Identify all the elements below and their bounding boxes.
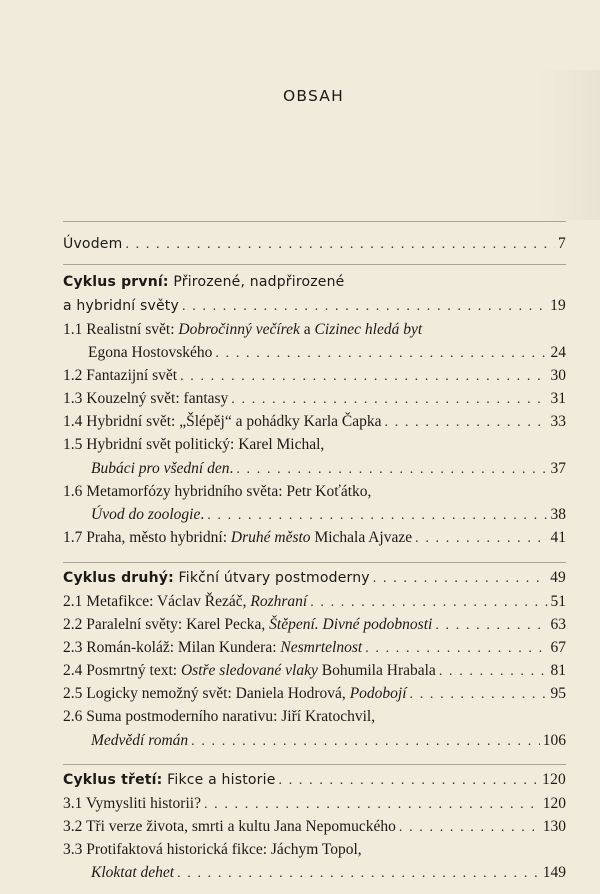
toc-entry-2-1[interactable] [63, 590, 566, 614]
entry-work-title: Úvod do zoologie [91, 506, 201, 523]
entry-number: 2.1 [63, 593, 83, 610]
page-number: 30 [550, 367, 566, 384]
entry-text: Protifaktová historická fikce: Jáchym Topol, [86, 841, 362, 858]
leader-dots [215, 342, 547, 366]
cycle1-heading-cont[interactable] [63, 294, 566, 318]
page-number: 49 [550, 569, 566, 586]
entry-text: Posmrtný text: [86, 662, 181, 679]
cycle2-heading[interactable] [63, 566, 566, 590]
leader-dots [373, 567, 547, 591]
leader-dots [439, 660, 548, 684]
leader-dots [125, 233, 555, 257]
entry-text: Fantazijní svět [86, 367, 178, 384]
section-divider [63, 562, 566, 563]
toc-entry-2-4[interactable] [63, 659, 566, 683]
toc-entry-1-5[interactable] [63, 433, 566, 457]
entry-text: Román-koláž: Milan Kundera: [86, 639, 281, 656]
entry-number: 2.5 [63, 685, 83, 702]
entry-text: Logicky nemožný svět: Daniela Hodrová, [86, 685, 350, 702]
toc-entry-1-1-cont[interactable] [88, 341, 566, 365]
page-number: 33 [550, 413, 566, 430]
page-number: 106 [542, 732, 566, 749]
cycle-title: Přirozené, nadpřirozené [168, 274, 345, 290]
toc-entry-1-6[interactable] [63, 480, 566, 504]
toc-entry-3-3-cont[interactable] [91, 861, 566, 885]
cycle-label: Cyklus druhý: [63, 570, 174, 586]
leader-dots [177, 862, 540, 886]
page-number: 120 [542, 771, 566, 788]
entry-work-title: Nesmrtelnost [280, 639, 363, 656]
entry-work-title: Podobojí [349, 685, 407, 702]
cycle-label: Cyklus třetí: [63, 772, 163, 788]
page-number: 51 [550, 593, 566, 610]
entry-work-title: Dobročinný večírek [178, 321, 300, 338]
entry-number: 1.5 [63, 436, 83, 453]
toc-entry-1-4[interactable] [63, 410, 566, 434]
toc-entry-2-5[interactable] [63, 682, 566, 706]
page-number: 37 [550, 460, 566, 477]
toc-entry-1-3[interactable] [63, 387, 566, 411]
entry-work-title: Bubáci pro všední den [91, 460, 230, 477]
leader-dots [365, 637, 547, 661]
leader-dots [435, 614, 547, 638]
section-divider [63, 221, 566, 222]
entry-text: Tři verze života, smrti a kultu Jana Nepomuckého [85, 818, 396, 835]
entry-text: Michala Ajvaze [310, 529, 413, 546]
cycle-title: Fikce a historie [162, 772, 276, 788]
entry-text: Egona Hostovského [88, 344, 213, 361]
toc-entry-1-7[interactable] [63, 526, 566, 550]
page-number: 81 [550, 662, 566, 679]
page-number: 19 [550, 297, 566, 314]
page-number: 31 [550, 390, 566, 407]
toc-entry-3-3[interactable] [63, 838, 566, 862]
toc-entry-2-3[interactable] [63, 636, 566, 660]
entry-work-title: Medvědí román [91, 732, 189, 749]
page-number: 7 [558, 235, 566, 252]
cycle3-heading[interactable] [63, 768, 566, 792]
cycle1-heading[interactable] [63, 270, 566, 294]
leader-dots [385, 411, 548, 435]
entry-number: 1.3 [63, 390, 83, 407]
entry-number: 1.7 [63, 529, 83, 546]
leader-dots [399, 816, 540, 840]
toc-entry-2-6[interactable] [63, 705, 566, 729]
entry-number: 2.3 [63, 639, 83, 656]
page-number: 38 [550, 506, 566, 523]
page-number: 95 [550, 685, 566, 702]
entry-text: a [299, 321, 315, 338]
toc-entry-3-2[interactable] [63, 815, 566, 839]
page-number: 67 [550, 639, 566, 656]
entry-text: Praha, město hybridní: [86, 529, 231, 546]
leader-dots [415, 527, 547, 551]
entry-text: Realistní svět: [86, 321, 179, 338]
entry-number: 1.2 [63, 367, 83, 384]
leader-dots [207, 504, 547, 528]
entry-text: Paralelní světy: Karel Pecka, [86, 616, 270, 633]
section-divider [63, 764, 566, 765]
entry-work-title: Druhé město [230, 529, 311, 546]
page-number: 130 [542, 818, 566, 835]
entry-work-title: Ostře sledované vlaky [180, 662, 318, 679]
entry-work-title: Rozhraní [250, 593, 308, 610]
page-number: 149 [542, 864, 566, 881]
toc-entry-1-5-cont[interactable] [91, 457, 566, 481]
leader-dots [204, 793, 540, 817]
entry-number: 2.2 [63, 616, 83, 633]
page-number: 24 [550, 344, 566, 361]
leader-dots [236, 458, 547, 482]
entry-text: Metamorfózy hybridního světa: Petr Koťátko, [86, 483, 372, 500]
toc-entry-2-6-cont[interactable] [91, 729, 566, 753]
entry-number: 3.2 [63, 818, 83, 835]
entry-work-title: Cizinec hledá byt [314, 321, 423, 338]
section-divider [63, 264, 566, 265]
toc-entry-1-1[interactable] [63, 318, 566, 342]
leader-dots [180, 365, 547, 389]
entry-number: 3.3 [63, 841, 83, 858]
entry-text: Hybridní svět: „Šlépěj“ a pohádky Karla Čapka [86, 413, 382, 430]
toc-entry-2-2[interactable] [63, 613, 566, 637]
leader-dots [182, 295, 547, 319]
cycle-title: Fikční útvary postmoderny [173, 570, 370, 586]
entry-number: 1.4 [63, 413, 83, 430]
leader-dots [191, 730, 540, 754]
toc-entry-1-2[interactable] [63, 364, 566, 388]
page-number: 41 [550, 529, 566, 546]
cycle-label: Cyklus první: [63, 274, 169, 290]
page-number: 63 [550, 616, 566, 633]
leader-dots [231, 388, 547, 412]
entry-text: Metafikce: Václav Řezáč, [86, 593, 251, 610]
leader-dots [279, 769, 540, 793]
page-number: 120 [542, 795, 566, 812]
entry-work-title: Štěpení. Divné podobnosti [269, 616, 433, 633]
toc-entry-3-1[interactable] [63, 792, 566, 816]
entry-text: Suma postmoderního narativu: Jiří Kratochvil, [86, 708, 376, 725]
page-title: OBSAH [283, 87, 344, 105]
cycle-title-cont: a hybridní světy [63, 298, 179, 314]
entry-number: 1.6 [63, 483, 83, 500]
toc-entry-intro[interactable] [63, 232, 566, 256]
entry-text: Kouzelný svět: fantasy [86, 390, 229, 407]
entry-work-title: Kloktat dehet [91, 864, 175, 881]
entry-label: Úvodem [63, 236, 123, 252]
entry-text: Hybridní svět politický: Karel Michal, [86, 436, 325, 453]
entry-text: Vymysliti historii? [85, 795, 201, 812]
leader-dots [310, 591, 547, 615]
entry-text: . [200, 506, 205, 523]
entry-number: 2.4 [63, 662, 83, 679]
entry-text: Bohumila Hrabala [317, 662, 436, 679]
leader-dots [410, 683, 548, 707]
toc-entry-1-6-cont[interactable] [91, 503, 566, 527]
entry-text: . [229, 460, 234, 477]
entry-number: 1.1 [63, 321, 83, 338]
entry-number: 3.1 [63, 795, 83, 812]
entry-number: 2.6 [63, 708, 83, 725]
